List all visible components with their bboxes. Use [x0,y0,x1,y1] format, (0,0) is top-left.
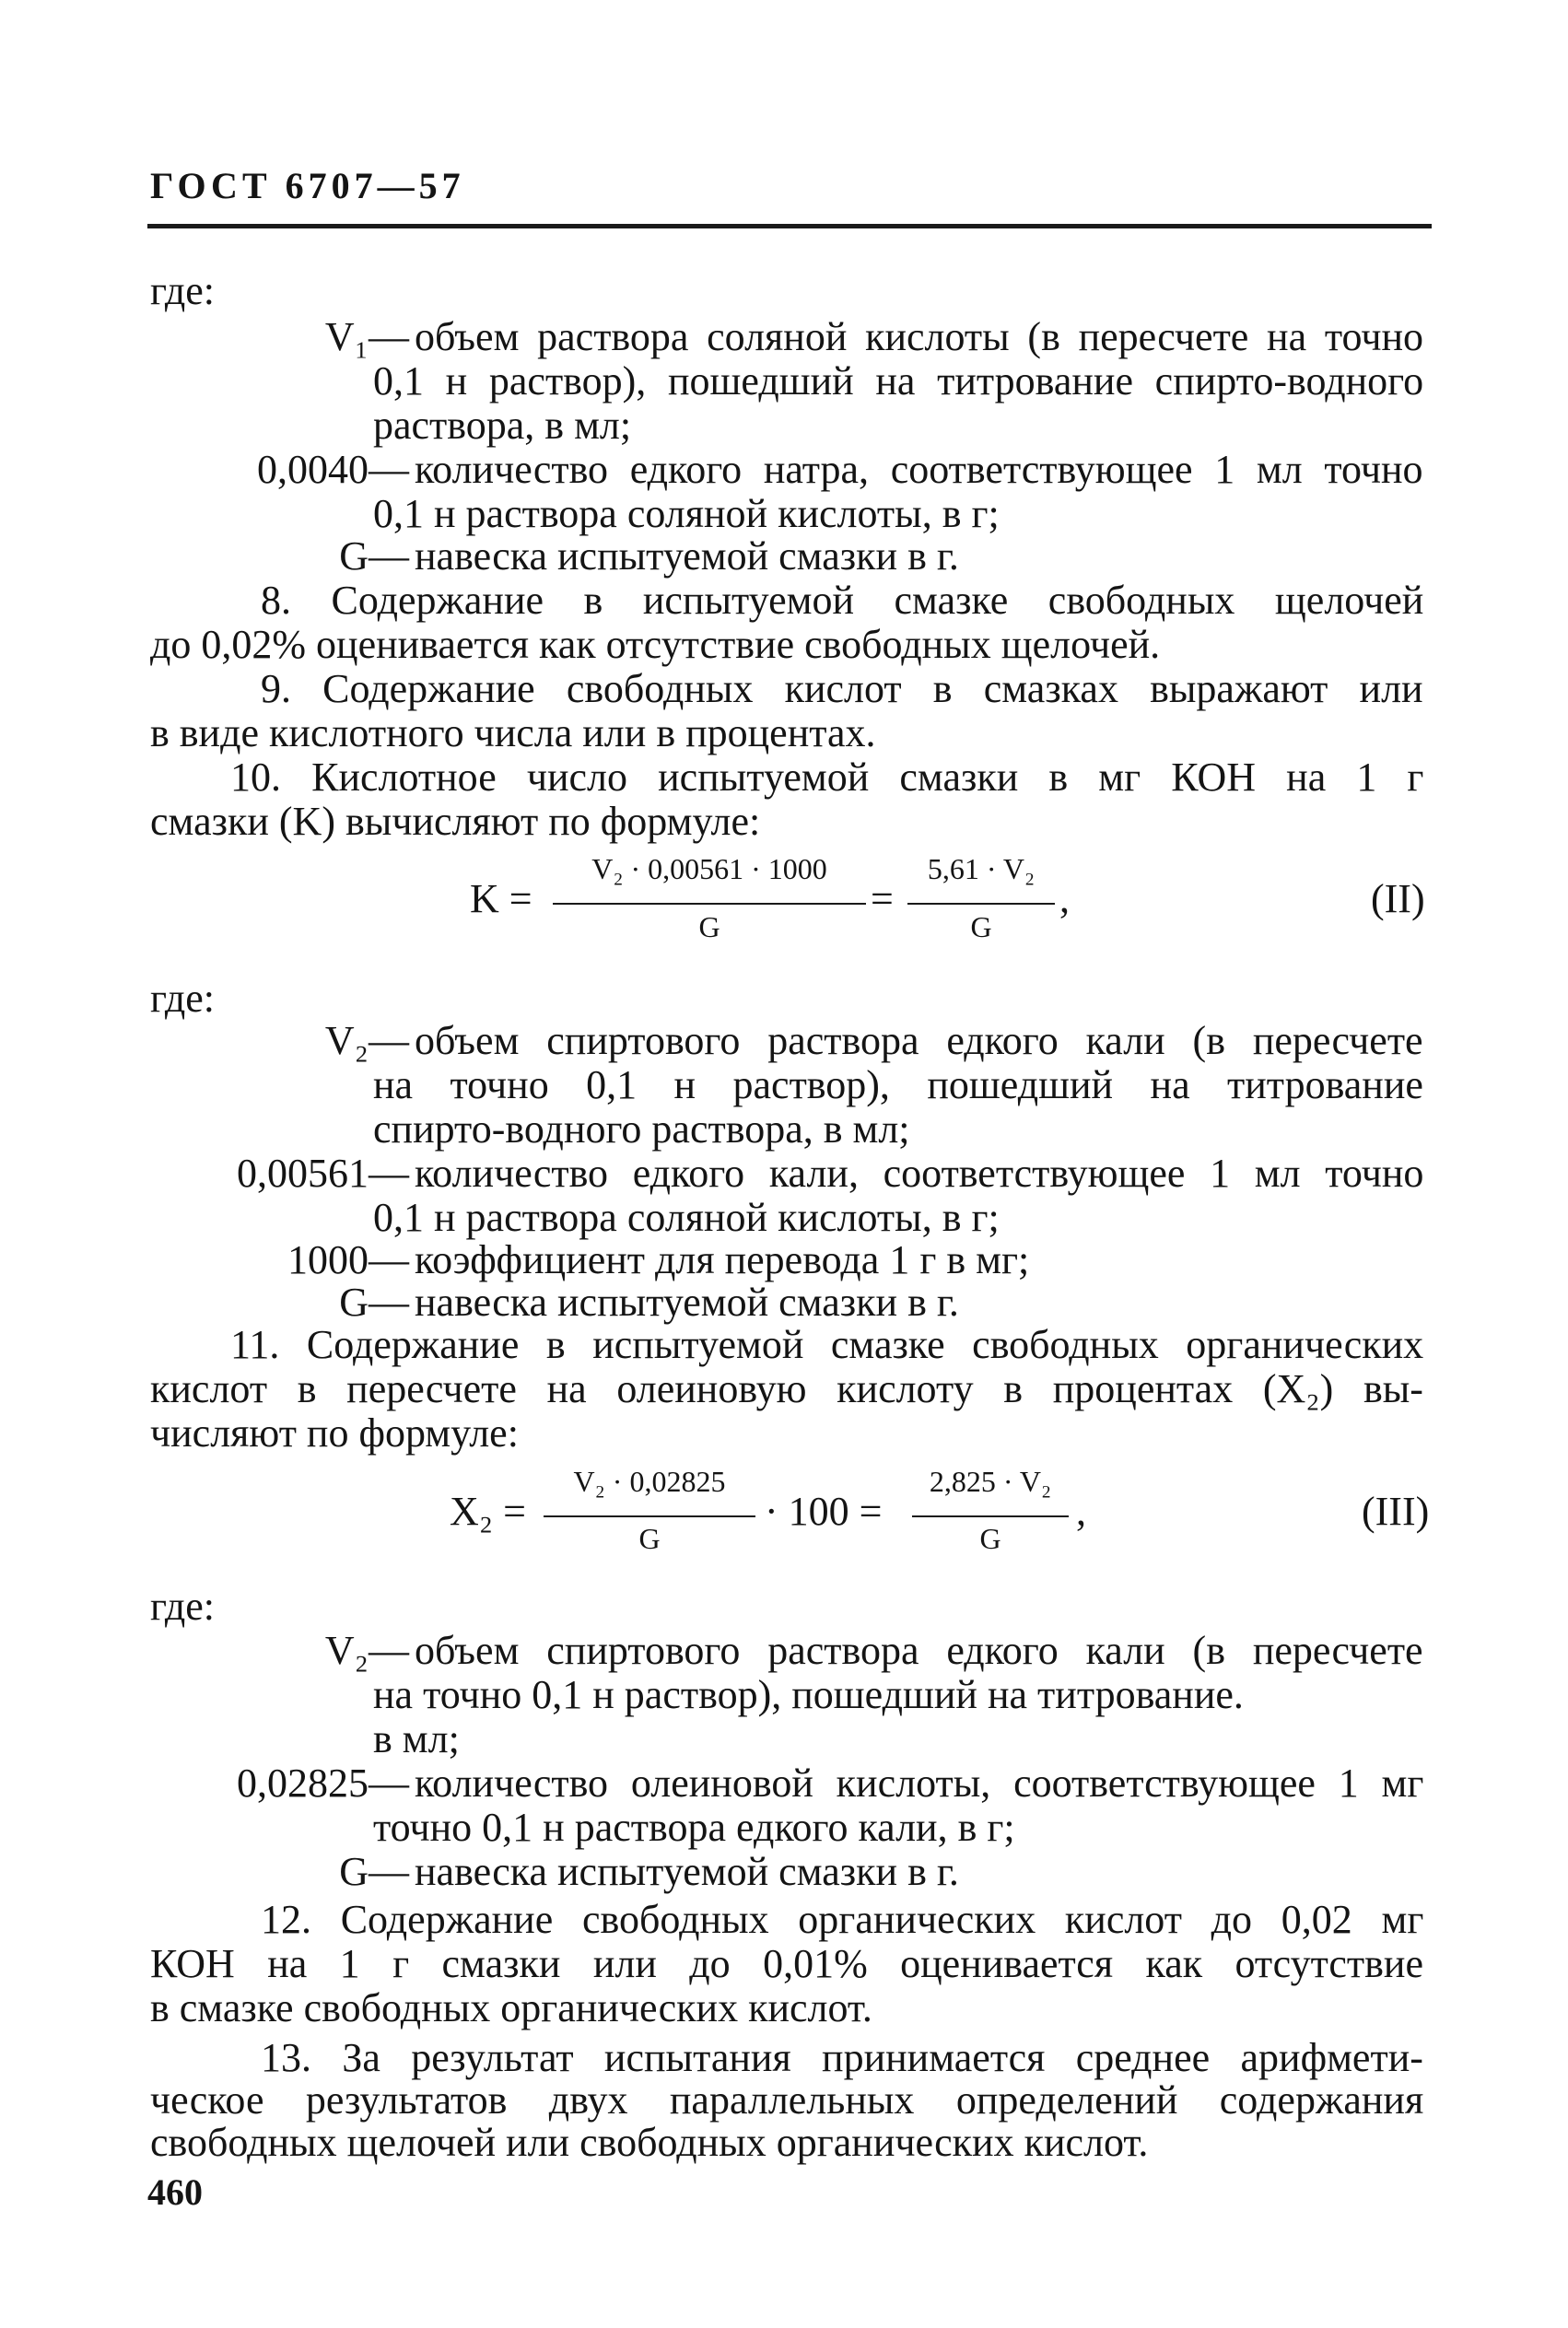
paragraph-10-line: 10. Кислотное число испытуемой смазки в мг КОН на 1 г [230,755,1424,800]
paragraph-11-line: кислот в пересчете на олеиновую кислоту в процентах (X₂) вы- [150,1366,1423,1411]
formula-denominator: G [970,910,992,943]
formula-multiplier: · 100 = [765,1489,883,1534]
fraction-bar [907,903,1055,905]
def-cont: 0,1 н раствор), пошедший на титрование спирто-водного [373,358,1424,404]
def-dash: — [369,447,409,492]
where-label: где: [150,268,215,313]
def-dash: — [369,1849,409,1894]
def-cont: 0,1 н раствора соляной кислоты, в г; [373,491,1000,536]
def-term: 0,02825 [237,1761,369,1806]
paragraph-11-line: числяют по формуле: [150,1410,519,1456]
def-term: G [339,533,369,579]
equation-number: (II) [1371,876,1425,921]
fraction-bar [912,1515,1069,1517]
paragraph-12-line: 12. Содержание свободных органических кислот до 0,02 мг [261,1897,1424,1942]
formula-numerator: V₂ · 0,00561 · 1000 [591,852,827,885]
formula-lhs: X₂ = [450,1489,526,1534]
paragraph-9-line: в виде кислотного числа или в процентах. [150,710,876,755]
formula-numerator: 5,61 · V₂ [927,852,1036,885]
def-text: навеска испытуемой смазки в г. [415,1280,959,1325]
def-term: 0,0040 [257,447,369,492]
def-text: объем раствора соляной кислоты (в пересчете на точно [415,314,1424,359]
def-term: 0,00561 [237,1151,369,1196]
formula-comma: , [1076,1489,1086,1534]
paragraph-12-line: в смазке свободных органических кислот. [150,1985,872,2030]
def-cont: 0,1 н раствора соляной кислоты, в г; [373,1195,1000,1240]
formula-denominator: G [979,1522,1001,1555]
def-term: V₂ [324,1018,369,1063]
def-cont: в мл; [373,1716,460,1761]
page-number: 460 [147,2171,203,2213]
def-term: V₂ [324,1628,369,1673]
def-cont: на точно 0,1 н раствор), пошедший на титрование [373,1062,1423,1107]
paragraph-9-line: 9. Содержание свободных кислот в смазках выражают или [261,666,1423,711]
def-term: V₁ [324,314,369,359]
paragraph-13-line: свободных щелочей или свободных органических кислот. [150,2120,1149,2165]
def-text: коэффициент для перевода 1 г в мг; [415,1237,1030,1282]
def-dash: — [369,314,409,359]
paragraph-10-line: смазки (K) вычисляют по формуле: [150,799,761,844]
fraction-bar [553,903,866,905]
paragraph-11-line: 11. Содержание в испытуемой смазке свободных органических [230,1322,1424,1367]
equation-number: (III) [1362,1489,1430,1534]
formula-denominator: G [638,1522,661,1555]
formula-comma: , [1059,876,1070,921]
def-dash: — [369,1761,409,1806]
where-label: где: [150,1584,215,1629]
paragraph-13-line: ческое результатов двух параллельных определений содержания [150,2077,1424,2123]
formula-numerator: V₂ · 0,02825 [573,1465,726,1498]
standard-header: ГОСТ 6707—57 [150,165,465,206]
def-dash: — [369,1151,409,1196]
paragraph-8-line: 8. Содержание в испытуемой смазке свободных щелочей [261,578,1424,623]
def-cont: на точно 0,1 н раствор), пошедший на титрование. [373,1672,1244,1717]
def-term: G [339,1280,369,1325]
def-cont: спирто-водного раствора, в мл; [373,1106,910,1152]
paragraph-8-line: до 0,02% оценивается как отсутствие свободных щелочей. [150,622,1161,667]
def-text: объем спиртового раствора едкого кали (в пересчете [415,1018,1423,1063]
def-dash: — [369,1628,409,1673]
formula-equals: = [871,876,894,921]
where-label: где: [150,976,215,1021]
def-term: G [339,1849,369,1894]
def-dash: — [369,533,409,579]
def-dash: — [369,1018,409,1063]
paragraph-13-line: 13. За результат испытания принимается среднее арифмети- [261,2035,1423,2080]
def-cont: точно 0,1 н раствора едкого кали, в г; [373,1805,1015,1850]
def-text: количество едкого натра, соответствующее 1 мл точно [415,447,1423,492]
formula-lhs: K = [470,876,532,921]
def-cont: раствора, в мл; [373,403,632,448]
def-dash: — [369,1280,409,1325]
def-text: навеска испытуемой смазки в г. [415,533,959,579]
def-text: количество едкого кали, соответствующее 1 мл точно [415,1151,1424,1196]
formula-denominator: G [698,910,720,943]
def-text: количество олеиновой кислоты, соответствующее 1 мг [415,1761,1424,1806]
def-text: навеска испытуемой смазки в г. [415,1849,959,1894]
fraction-bar [544,1515,755,1517]
def-term: 1000 [287,1237,369,1282]
header-rule [147,224,1432,228]
paragraph-12-line: КОН на 1 г смазки или до 0,01% оценивается как отсутствие [150,1941,1424,1986]
def-dash: — [369,1237,409,1282]
formula-numerator: 2,825 · V₂ [929,1465,1052,1498]
def-text: объем спиртового раствора едкого кали (в пересчете [415,1628,1423,1673]
